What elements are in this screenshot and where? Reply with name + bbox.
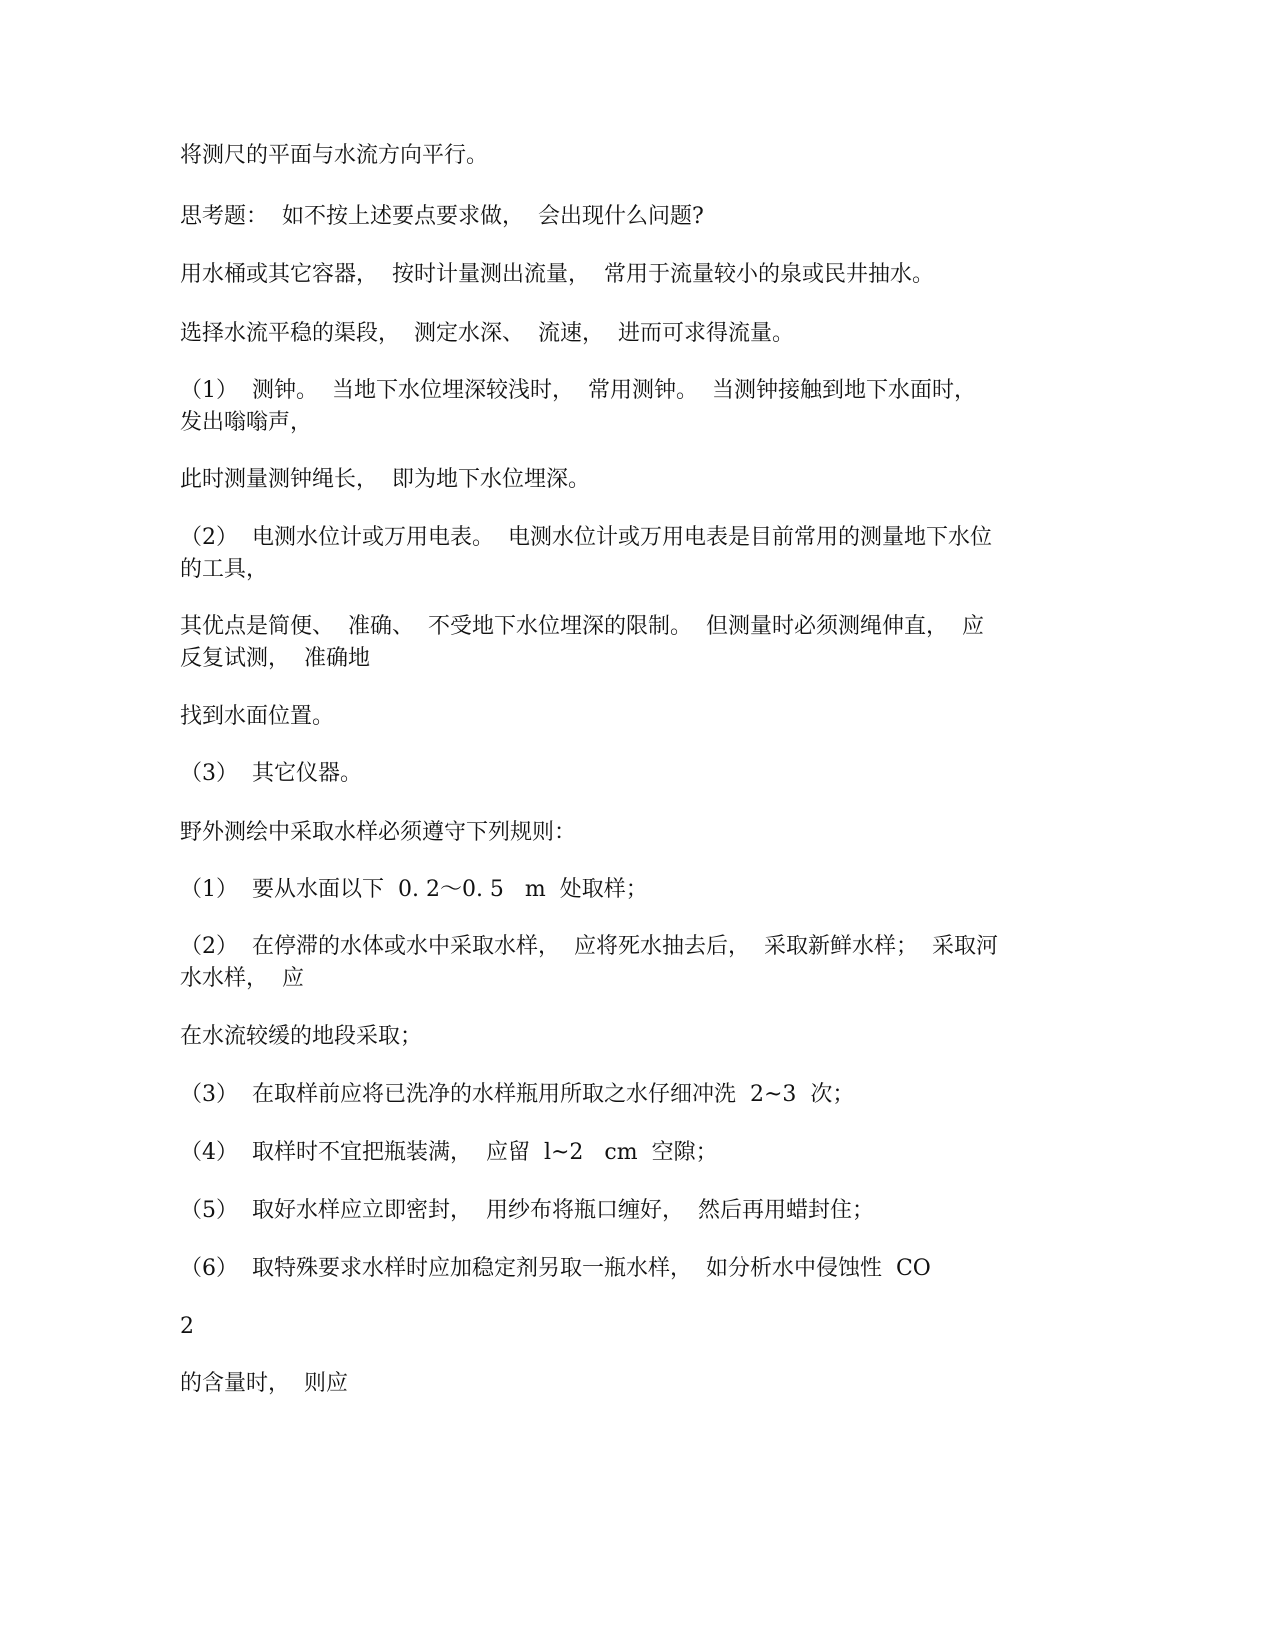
paragraph-6 bbox=[180, 464, 1060, 496]
paragraph-8 bbox=[180, 611, 1060, 675]
text-line: 此时测量测钟绳长， 即为地下水位埋深。 bbox=[180, 467, 590, 492]
text-line: （3） 在取样前应将已洗净的水样瓶用所取之水仔细冲洗 2~3 次； bbox=[180, 1082, 855, 1107]
paragraph-10 bbox=[180, 758, 1060, 790]
text-line: 水水样， 应 bbox=[180, 966, 304, 991]
paragraph-9 bbox=[180, 701, 1060, 733]
paragraph-18 bbox=[180, 1253, 1060, 1285]
paragraph-3 bbox=[180, 259, 1060, 291]
paragraph-17 bbox=[180, 1195, 1060, 1227]
text-line: 发出嗡嗡声， bbox=[180, 410, 313, 435]
paragraph-2 bbox=[180, 201, 1060, 233]
text-line: 野外测绘中采取水样必须遵守下列规则： bbox=[180, 820, 577, 845]
paragraph-4 bbox=[180, 318, 1060, 350]
text-line: （1） 测钟。 当地下水位埋深较浅时， 常用测钟。 当测钟接触到地下水面时， bbox=[180, 378, 976, 403]
text-line: 思考题： 如不按上述要点要求做， 会出现什么问题? bbox=[180, 204, 704, 229]
text-line: 选择水流平稳的渠段， 测定水深、 流速， 进而可求得流量。 bbox=[180, 321, 794, 346]
text-line: 在水流较缓的地段采取； bbox=[180, 1024, 423, 1049]
text-line: 的含量时， 则应 bbox=[180, 1371, 348, 1396]
paragraph-20 bbox=[180, 1368, 1060, 1400]
text-line: （5） 取好水样应立即密封， 用纱布将瓶口缠好， 然后再用蜡封住； bbox=[180, 1198, 874, 1223]
paragraph-15 bbox=[180, 1079, 1060, 1111]
text-line: 将测尺的平面与水流方向平行。 bbox=[180, 143, 489, 168]
paragraph-5 bbox=[180, 375, 1060, 439]
paragraph-14 bbox=[180, 1021, 1060, 1053]
text-line: 找到水面位置。 bbox=[180, 704, 335, 729]
paragraph-11 bbox=[180, 817, 1060, 849]
text-line: 2 bbox=[180, 1314, 194, 1339]
text-line: 的工具， bbox=[180, 557, 269, 582]
paragraph-13 bbox=[180, 931, 1060, 995]
text-line: （3） 其它仪器。 bbox=[180, 761, 362, 786]
paragraph-16 bbox=[180, 1137, 1060, 1169]
text-line: （1） 要从水面以下 0. 2～0. 5 m 处取样； bbox=[180, 877, 648, 902]
text-line: 反复试测， 准确地 bbox=[180, 646, 370, 671]
text-line: 其优点是简便、 准确、 不受地下水位埋深的限制。 但测量时必须测绳伸直， 应 bbox=[180, 614, 984, 639]
paragraph-19 bbox=[180, 1311, 1060, 1343]
paragraph-7 bbox=[180, 522, 1060, 586]
paragraph-12 bbox=[180, 874, 1060, 906]
paragraph-1 bbox=[180, 140, 1060, 172]
text-line: （4） 取样时不宜把瓶装满， 应留 l~2 cm 空隙； bbox=[180, 1140, 718, 1165]
text-line: （6） 取特殊要求水样时应加稳定剂另取一瓶水样， 如分析水中侵蚀性 CO bbox=[180, 1256, 931, 1281]
text-line: （2） 电测水位计或万用电表。 电测水位计或万用电表是目前常用的测量地下水位 bbox=[180, 525, 992, 550]
text-line: 用水桶或其它容器， 按时计量测出流量， 常用于流量较小的泉或民井抽水。 bbox=[180, 262, 934, 287]
text-line: （2） 在停滞的水体或水中采取水样， 应将死水抽去后， 采取新鲜水样； 采取河 bbox=[180, 934, 998, 959]
